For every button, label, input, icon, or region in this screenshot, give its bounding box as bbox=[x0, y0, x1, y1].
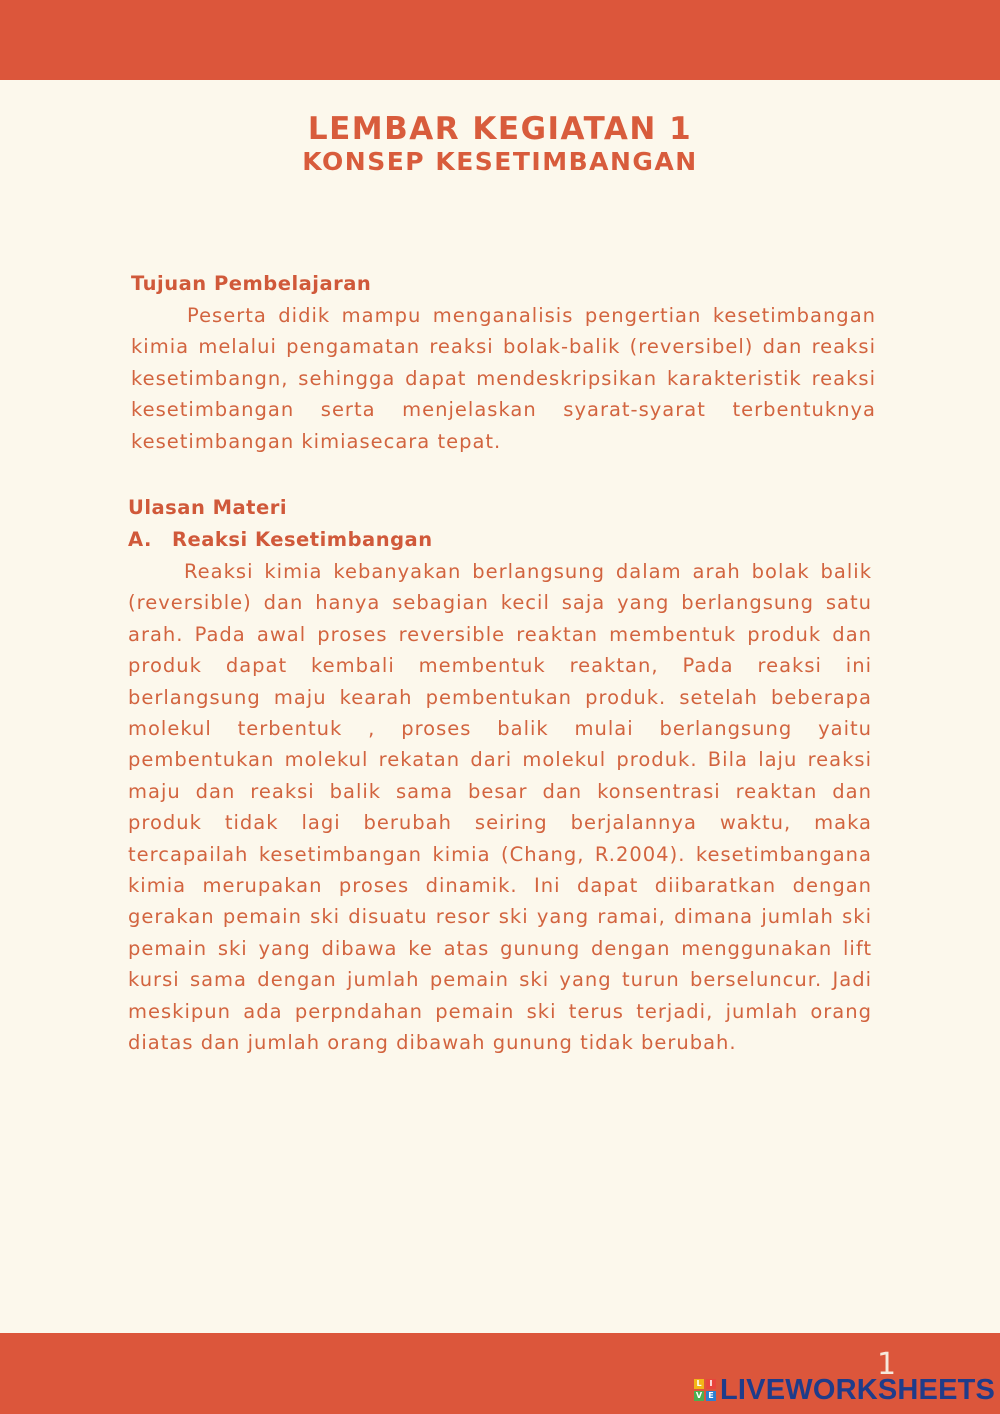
subsection-number: A. bbox=[128, 528, 152, 551]
logo-letter-i: I bbox=[706, 1379, 716, 1389]
liveworksheets-logo[interactable] bbox=[694, 1374, 995, 1406]
ulasan-paragraph: Reaksi kimia kebanyakan berlangsung dalam arah bolak balik (reversible) dan hanya sebagian kecil saja yang berlangsung satu arah. Pada awal proses reversible reaktan membentuk produk dan produk dapat kembali membentuk reaktan, Pada reaksi ini berlangsung maju kearah pembentukan produk. setelah beberapa molekul terbentuk , proses balik mulai berlangsung yaitu pembentukan molekul rekatan dari molekul produk. Bila laju reaksi maju dan reaksi balik sama besar dan konsentrasi reaktan dan produk tidak lagi berubah seiring berjalannya waktu, maka tercapailah kesetimbangan kimia (Chang, R.2004). kesetimbangana kimia merupakan proses dinamik. Ini dapat diibaratkan dengan gerakan pemain ski disuatu resor ski yang ramai, dimana jumlah ski pemain ski yang dibawa ke atas gunung dengan menggunakan lift kursi sama dengan jumlah pemain ski yang turun berseluncur. Jadi meskipun ada perpndahan pemain ski terus terjadi, jumlah orang diatas dan jumlah orang dibawah gunung tidak berubah. bbox=[128, 560, 872, 1055]
tujuan-section bbox=[131, 268, 876, 457]
subsection-title: Reaksi Kesetimbangan bbox=[172, 528, 433, 551]
page-number: 1 bbox=[877, 1347, 897, 1382]
logo-squares-icon bbox=[694, 1379, 716, 1401]
page-header bbox=[0, 110, 1000, 178]
logo-text: LIVEWORKSHEETS bbox=[720, 1373, 996, 1406]
ulasan-section bbox=[128, 492, 872, 1059]
logo-letter-e: E bbox=[706, 1391, 716, 1401]
page-subtitle: KONSEP KESETIMBANGAN bbox=[302, 147, 698, 176]
page-title: LEMBAR KEGIATAN 1 bbox=[307, 111, 693, 147]
top-color-band bbox=[0, 0, 1000, 80]
ulasan-heading: Ulasan Materi bbox=[128, 496, 288, 519]
logo-letter-v: V bbox=[695, 1391, 703, 1400]
logo-letter-l: L bbox=[694, 1379, 704, 1389]
subsection-heading bbox=[128, 524, 872, 556]
tujuan-heading: Tujuan Pembelajaran bbox=[131, 272, 372, 295]
tujuan-paragraph: Peserta didik mampu menganalisis pengertian kesetimbangan kimia melalui pengamatan reaksi bolak-balik (reversibel) dan reaksi kesetimbangn, sehingga dapat mendeskripsikan karakteristik reaksi kesetimbangan serta menjelaskan syarat-syarat terbentuknya kesetimbangan kimiasecara tepat. bbox=[131, 304, 876, 453]
